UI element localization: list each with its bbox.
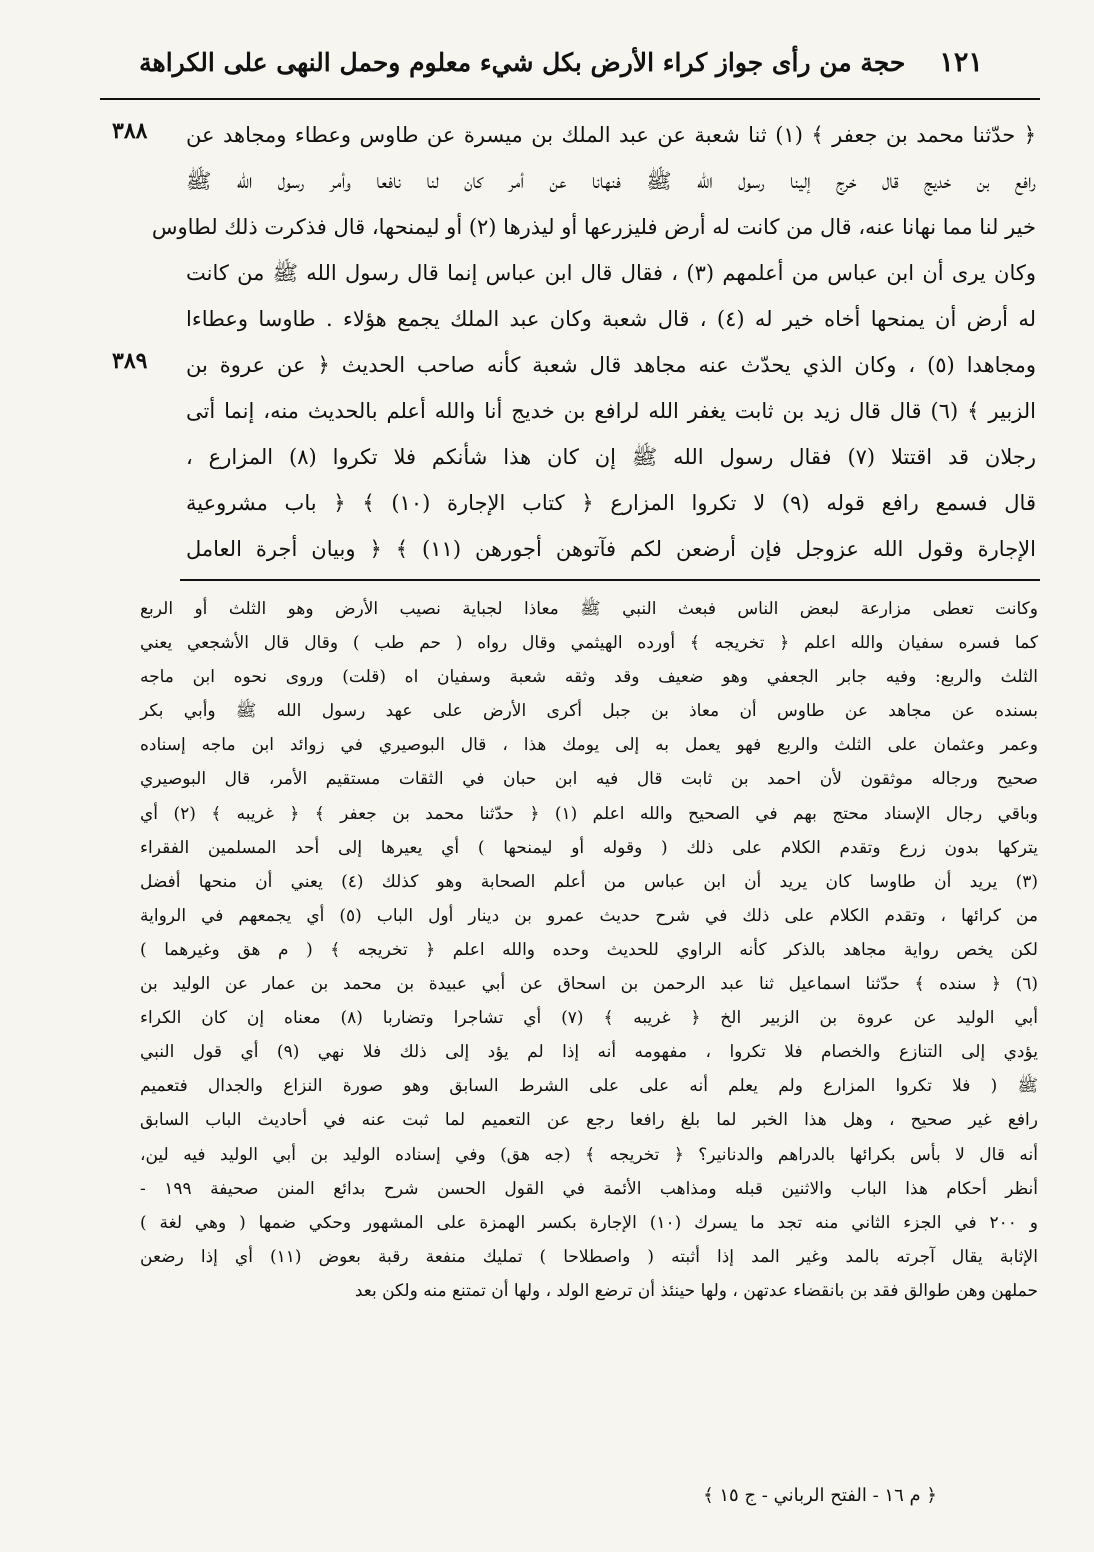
note-line: وكانت تعطى مزارعة لبعض الناس فبعث النبي ﷺ معاذا لجباية نصيب الأرض وهو الثلث أو الربع bbox=[140, 599, 1038, 619]
note-line: رافع غير صحيح ، وهل هذا الخبر لما بلغ رافعا رجع عن التعميم لما ثبت عنه في أحاديث الباب السابق bbox=[140, 1110, 1038, 1131]
text-line: قال فسمع رافع قوله (٩) لا تكروا المزارع ﴿ كتاب الإجارة (١٠) ﴾ ﴿ باب مشروعية bbox=[186, 491, 1036, 515]
text-line: ﴿ حدّثنا محمد بن جعفر ﴾ (١) ثنا شعبة عن عبد الملك بن ميسرة عن طاوس وعطاء ومجاهد عن bbox=[186, 123, 1036, 147]
note-line: الإثابة يقال آجرته بالمد وغير المد إذا أثبته ( واصطلاحا ) تمليك منفعة رقبة بعوض (١١) أي إذا رضعن bbox=[140, 1246, 1038, 1267]
text-line: رجلان قد اقتتلا (٧) فقال رسول الله ﷺ إن كان هذا شأنكم فلا تكروا (٨) المزارع ، bbox=[186, 445, 1036, 469]
footnotes bbox=[140, 592, 1038, 1308]
note-line: أنه قال لا بأس بكرائها بالدراهم والدنانير؟ ﴿ تخريجه ﴾ (جه هق) وفي إسناده الوليد بن أبي الوليد فيه لين، bbox=[140, 1144, 1038, 1165]
note-line: صحيح ورجاله موثقون لأن احمد بن ثابت قال فيه ابن حبان في الثقات مستقيم الأمر، قال البوصيري bbox=[140, 769, 1038, 790]
note-line: وعمر وعثمان على الثلث والربع فهو يعمل به إلى يومك هذا ، قال البوصيري في زوائد ابن ماجه إسناده bbox=[140, 735, 1038, 756]
note-line: كما فسره سفيان والله اعلم ﴿ تخريجه ﴾ أورده الهيثمي وقال رواه ( حم طب ) وقال قال الأشجعي يعني bbox=[140, 633, 1038, 654]
main-text bbox=[151, 112, 1036, 572]
note-line: بسنده عن مجاهد عن طاوس أن معاذ بن جبل أكرى الأرض على عهد رسول الله ﷺ وأبي بكر bbox=[140, 701, 1038, 722]
signature-footer: ﴿ م ١٦ - الفتح الرباني - ج ١٥ ﴾ bbox=[703, 1485, 937, 1506]
note-line: وباقي رجال الإسناد محتج بهم في الصحيح والله اعلم (١) ﴿ حدّثنا محمد بن جعفر ﴾ ﴿ غريبه ﴾ (٢) أي bbox=[140, 803, 1038, 824]
note-line: الثلث والربع: وفيه جابر الجعفي وهو ضعيف وقد وثقه شعبة وسفيان اه (قلت) وروى نحوه ابن ماجه bbox=[140, 667, 1038, 688]
text-line: الزبير ﴾ (٦) قال قال زيد بن ثابت يغفر الله لرافع بن خديج أنا والله أعلم بالحديث منه، إنما أتى bbox=[186, 399, 1036, 423]
note-line: أنظر أحكام هذا الباب والاثنين قبله ومذاهب الأئمة في القول الحسن شرح بدائع المنن صحيفة ١٩٩ - bbox=[140, 1178, 1039, 1199]
footnote-separator bbox=[180, 579, 1040, 581]
note-line: أبي الوليد عن عروة بن الزبير الخ ﴿ غريبه ﴾ (٧) أي تشاجرا وتضاربا (٨) معناه إن كان الكراء bbox=[140, 1008, 1038, 1029]
header-rule bbox=[100, 98, 1040, 100]
hadith-number: ٣٨٩ bbox=[112, 348, 148, 374]
text-line: خير لنا مما نهانا عنه، قال من كانت له أرض فليزرعها أو ليذرها (٢) أو ليمنحها، قال فذكرت ذلك لطاوس bbox=[151, 215, 1036, 239]
note-line: حملهن وهن طوالق فقد بن بانقضاء عدتهن ، ولها حينئذ أن ترضع الولد ، ولها أن تمتنع منه ولكن بعد bbox=[354, 1280, 1038, 1301]
note-line: و ٢٠٠ في الجزء الثاني منه تجد ما يسرك (١٠) الإجارة بكسر الهمزة على المشهور وحكي ضمها ( وهي لغة ) bbox=[140, 1212, 1038, 1233]
text-line: الإجارة وقول الله عزوجل فإن أرضعن لكم فآتوهن أجورهن (١١) ﴾ ﴿ وبيان أجرة العامل bbox=[186, 537, 1036, 561]
note-line: لكن يخص رواية مجاهد بالذكر كأنه الراوي للحديث وحده والله اعلم ﴿ تخريجه ﴾ ( م هق وغيرهما ) bbox=[140, 939, 1038, 960]
running-header bbox=[100, 38, 1022, 86]
page-number: ١٢١ bbox=[939, 46, 983, 78]
note-line: يؤدي إلى التنازع والخصام فلا تكروا ، مفهومه أنه إذا لم يؤد إلى ذلك فلا نهي (٩) أي قول النبي bbox=[140, 1042, 1039, 1063]
text-line: رافع بن خديج قال خرج إلينا رسول الله ﷺ فنهانا عن أمر كان لنا نافعا وأمر رسول الله ﷺ bbox=[186, 169, 1036, 193]
text-line: له أرض أن يمنحها أخاه خير له (٤) ، قال شعبة وكان عبد الملك يجمع هؤلاء . طاوسا وعطاءا bbox=[186, 307, 1036, 331]
text-line: ومجاهدا (٥) ، وكان الذي يحدّث عنه مجاهد قال شعبة كأنه صاحب الحديث ﴿ عن عروة بن bbox=[186, 353, 1036, 377]
hadith-number: ٣٨٨ bbox=[112, 118, 148, 144]
note-line: يتركها بدون زرع وتقدم الكلام على ذلك ( وقوله أو ليمنحها ) أي يعيرها إلى أحد المسلمين الفقراء bbox=[140, 837, 1038, 858]
note-line: من كرائها ، وتقدم الكلام على ذلك في شرح حديث عمرو بن دينار أول الباب (٥) أي يجمعهم في الرواية bbox=[140, 905, 1038, 926]
note-line: ﷺ ( فلا تكروا المزارع ولم يعلم أنه على على الشرط السابق وهو صورة النزاع والجدال فتعميم bbox=[140, 1076, 1038, 1097]
header-title: حجة من رأى جواز كراء الأرض بكل شيء معلوم وحمل النهى على الكراهة bbox=[139, 47, 906, 77]
text-line: وكان يرى أن ابن عباس من أعلمهم (٣) ، فقال قال ابن عباس إنما قال رسول الله ﷺ من كانت bbox=[186, 261, 1036, 285]
note-line: (٣) يريد أن طاوسا كان يريد أن ابن عباس من أعلم الصحابة وهو كذلك (٤) يعني أن منحها أفضل bbox=[140, 871, 1038, 892]
note-line: (٦) ﴿ سنده ﴾ حدّثنا اسماعيل ثنا عبد الرحمن بن اسحاق عن أبي عبيدة بن محمد بن عمار عن الوليد بن bbox=[140, 974, 1038, 995]
